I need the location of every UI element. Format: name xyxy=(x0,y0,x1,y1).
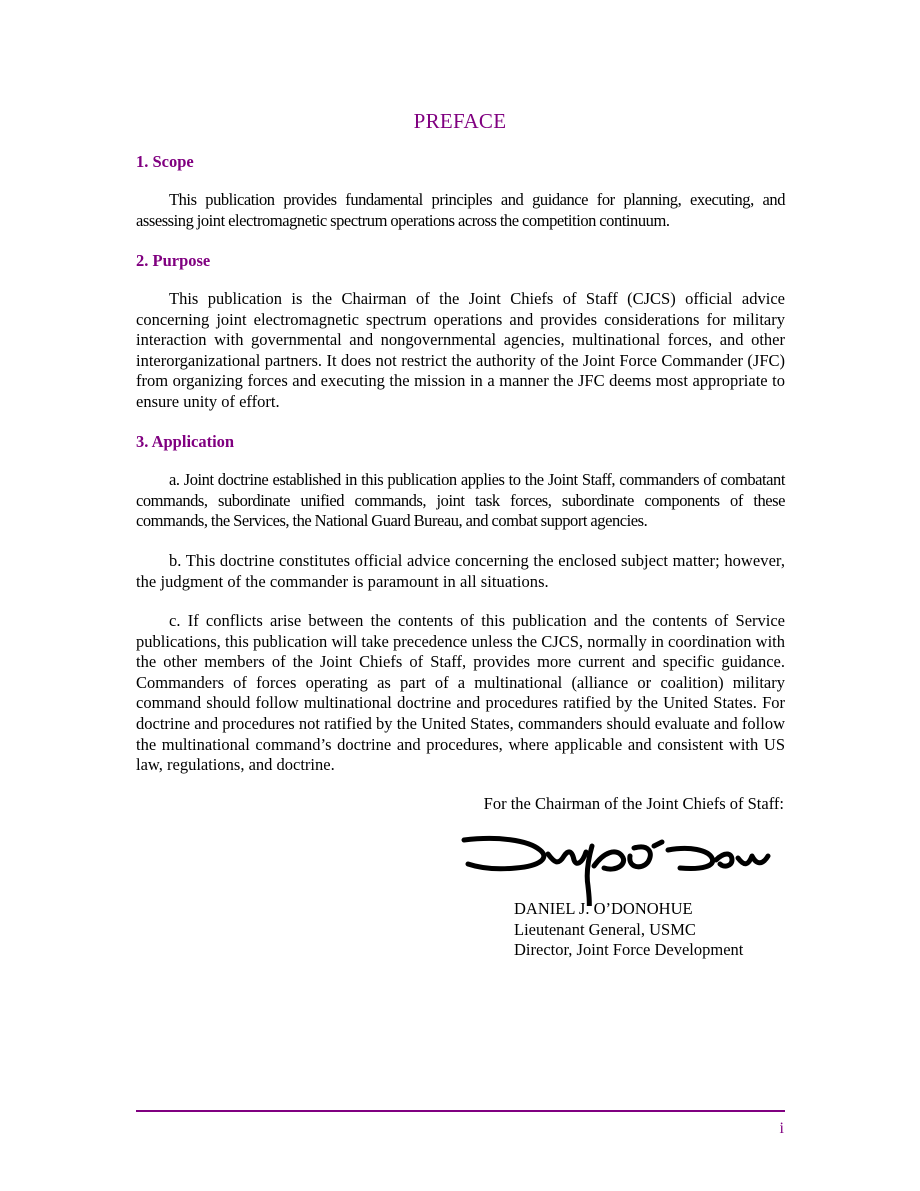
signer-block xyxy=(514,899,743,961)
page-number: i xyxy=(779,1120,784,1137)
signer-name: DANIEL J. O’DONOHUE xyxy=(514,899,693,918)
signature-for-line: For the Chairman of the Joint Chiefs of Staff: xyxy=(483,794,784,813)
signature-scribble-icon xyxy=(458,826,778,906)
section-heading-purpose: 2. Purpose xyxy=(136,251,211,270)
section-heading-application: 3. Application xyxy=(136,432,235,451)
scope-paragraph: This publication provides fundamental principles and guidance for planning, executing, and assessing joint electromagnetic spectrum operations across the competition continuum. xyxy=(136,190,785,230)
application-paragraph-c: c. If conflicts arise between the contents of this publication and the contents of Service publications, this publication will take precedence unless the CJCS, normally in coordination with the other members of the Joint Chiefs of Staff, provides more current and specific guidance. Commanders of forces operating as part of a multinational (alliance or coalition) military command should follow multinational doctrine and procedures ratified by the United States. For doctrine and procedures not ratified by the United States, commanders should evaluate and follow the multinational command’s doctrine and procedures, where applicable and consistent with US law, regulations, and doctrine. xyxy=(136,611,785,775)
application-paragraph-a: a. Joint doctrine established in this publication applies to the Joint Staff, commanders of combatant commands, subordinate unified commands, joint task forces, subordinate components of these commands, the Services, the National Guard Bureau, and combat support agencies. xyxy=(136,470,785,531)
signer-rank: Lieutenant General, USMC xyxy=(514,919,696,939)
footer-divider xyxy=(136,1110,785,1112)
handwritten-signature xyxy=(458,826,778,906)
application-paragraph-b: b. This doctrine constitutes official advice concerning the enclosed subject matter; however, the judgment of the commander is paramount in all situations. xyxy=(136,551,785,591)
page-title: PREFACE xyxy=(413,109,507,133)
section-heading-scope: 1. Scope xyxy=(136,152,194,171)
signer-position: Director, Joint Force Development xyxy=(514,940,744,959)
purpose-paragraph: This publication is the Chairman of the Joint Chiefs of Staff (CJCS) official advice concerning joint electromagnetic spectrum operations and provides considerations for military interaction with governmental and nongovernmental agencies, multinational forces, and other interorganizational partners. It does not restrict the authority of the Joint Force Commander (JFC) from organizing forces and executing the mission in a manner the JFC deems most appropriate to ensure unity of effort. xyxy=(136,289,785,411)
